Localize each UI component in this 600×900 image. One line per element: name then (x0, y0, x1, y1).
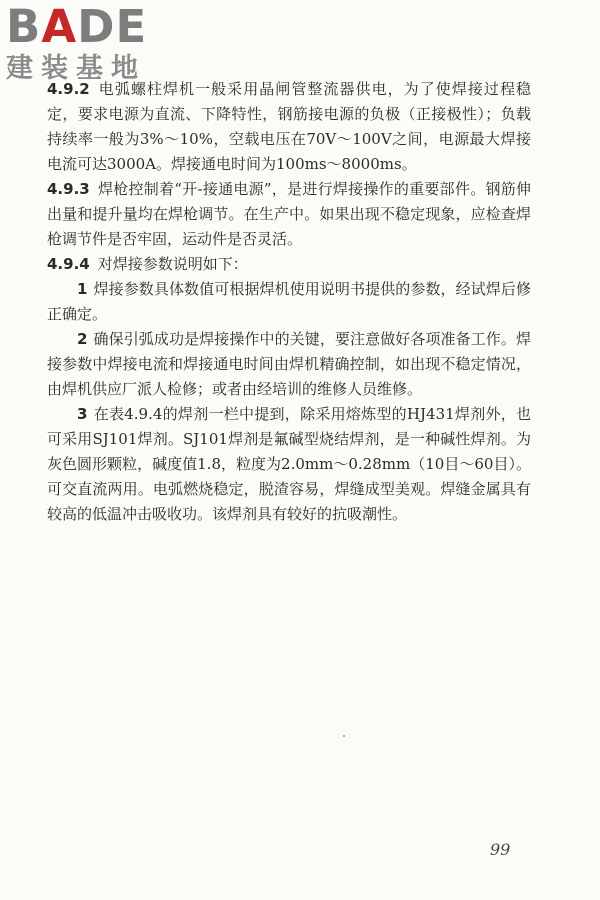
clause-number: 4.9.3 (47, 180, 90, 198)
list-item (47, 327, 531, 402)
clause-text: 对焊接参数说明如下： (97, 255, 248, 273)
logo-letter-a: A (41, 0, 78, 53)
clause-number: 4.9.2 (47, 80, 90, 98)
section-paragraph (47, 177, 531, 252)
list-item (47, 402, 531, 527)
item-text: 在表4.9.4的焊剂一栏中提到，除采用熔炼型的HJ431焊剂外，也可采用SJ101焊剂。SJ101焊剂是氟碱型烧结焊剂，是一种碱性焊剂。为灰色圆形颗粒，碱度值1.8，粒度为2.0mm～0.28mm（10目～60目）。可交直流两用。电弧燃烧稳定，脱渣容易，焊缝成型美观。焊缝金属具有较高的低温冲击吸收功。该焊剂具有较好的抗吸潮性。 (47, 405, 531, 523)
item-text: 确保引弧成功是焊接操作中的关键，要注意做好各项准备工作。焊接参数中焊接电流和焊接通电时间由焊机精确控制，如出现不稳定情况，由焊机供应厂派人检修；或者由经培训的维修人员维修。 (47, 330, 531, 398)
item-number: 2 (77, 330, 88, 348)
logo-letters-de: DE (77, 0, 148, 53)
page-number: 99 (490, 840, 511, 859)
section-paragraph (47, 252, 531, 277)
logo-letter-b: B (6, 0, 42, 53)
item-number: 3 (77, 405, 88, 423)
document-body (47, 77, 531, 527)
scan-speck (343, 735, 345, 737)
list-item (47, 277, 531, 327)
logo-wordmark (6, 0, 176, 53)
item-number: 1 (77, 280, 88, 298)
item-text: 焊接参数具体数值可根据焊机使用说明书提供的参数，经试焊后修正确定。 (47, 280, 531, 323)
clause-number: 4.9.4 (47, 255, 90, 273)
logo (6, 0, 176, 88)
section-paragraph (47, 77, 531, 177)
clause-text: 焊枪控制着“开-接通电源”，是进行焊接操作的重要部件。钢筋伸出量和提升量均在焊枪调节。在生产中。如果出现不稳定现象，应检查焊枪调节件是否牢固，运动件是否灵活。 (47, 180, 531, 248)
logo-subtitle: 建装基地 (6, 53, 146, 84)
clause-text: 电弧螺柱焊机一般采用晶闸管整流器供电，为了使焊接过程稳定，要求电源为直流、下降特性，钢筋接电源的负极（正接极性）；负载持续率一般为3%～10%，空载电压在70V～100V之间，电源最大焊接电流可达3000A。焊接通电时间为100ms～8000ms。 (47, 80, 531, 173)
